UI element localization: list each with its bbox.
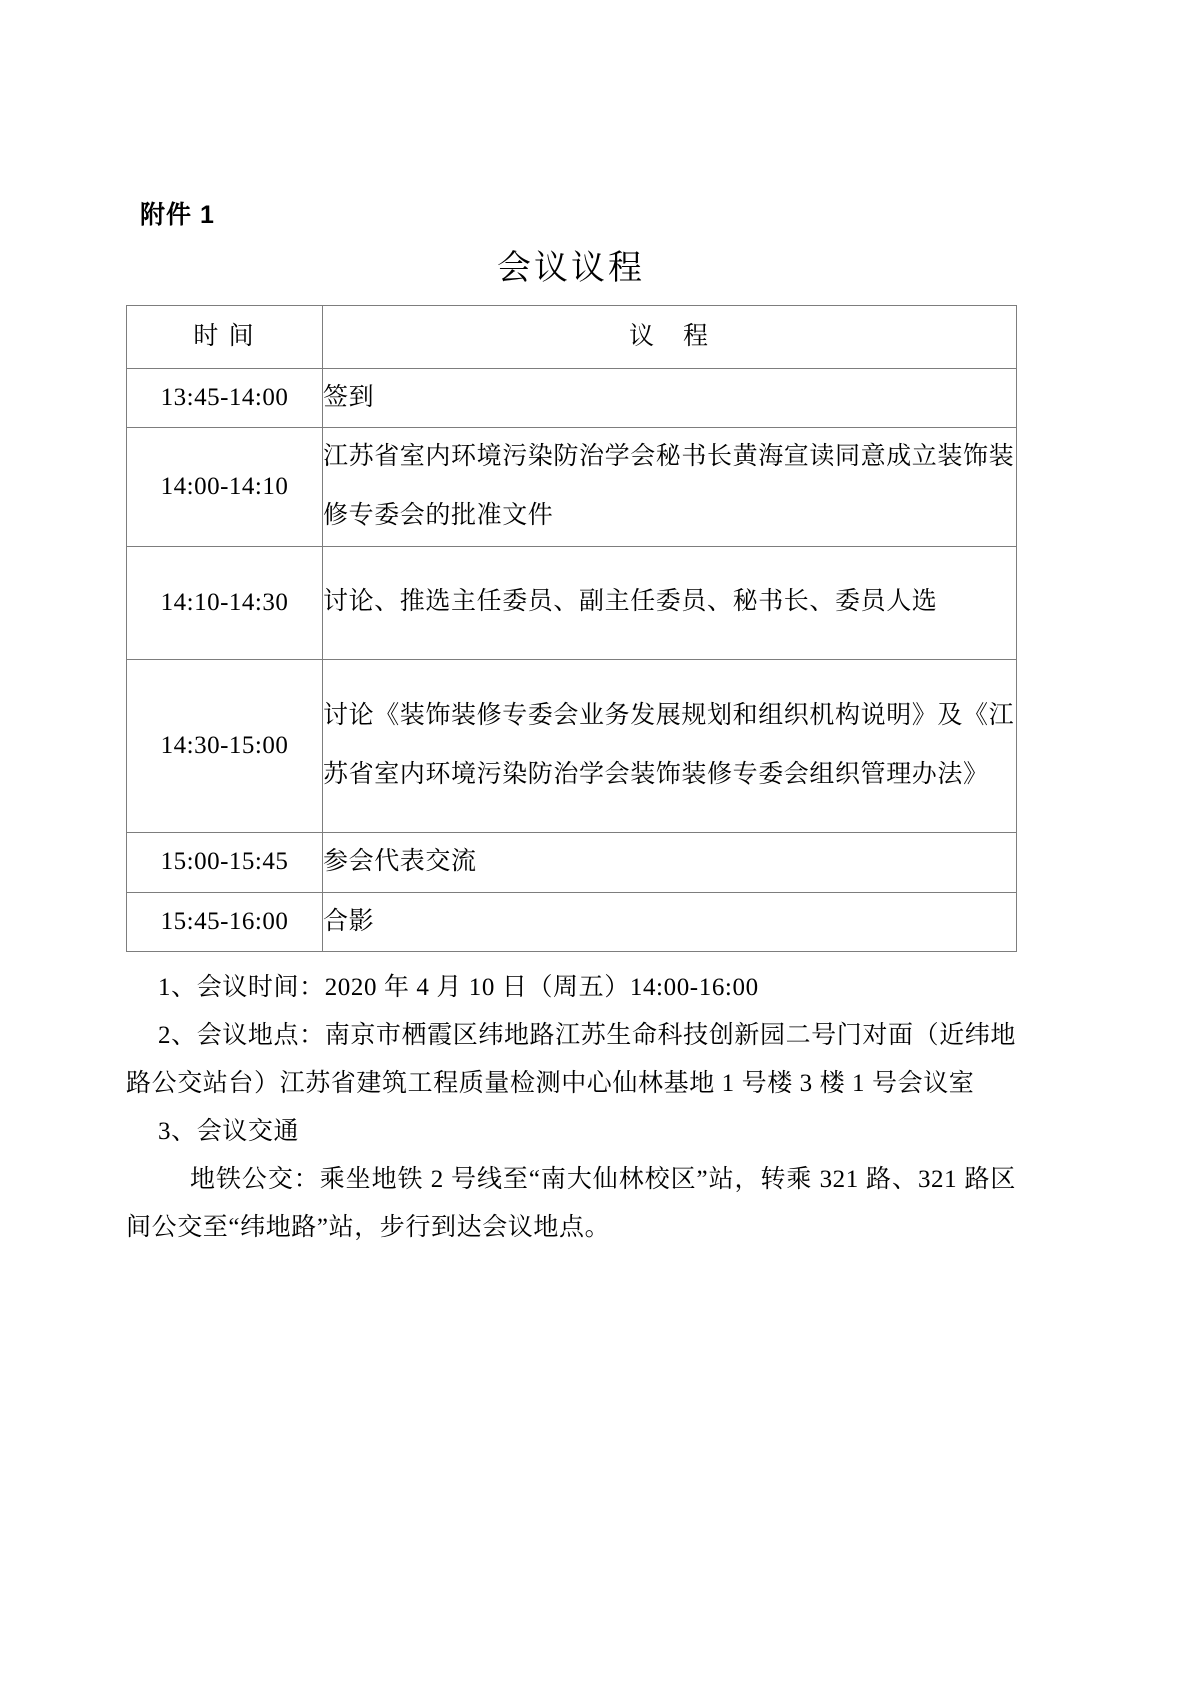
note-meeting-location: 2、会议地点：南京市栖霞区纬地路江苏生命科技创新园二号门对面（近纬地路公交站台）江苏省建筑工程质量检测中心仙林基地 1 号楼 3 楼 1 号会议室 [126,1022,1016,1098]
column-header-agenda: 议 程 [323,305,1017,368]
cell-time: 13:45-14:00 [127,368,323,428]
table-row [127,832,1017,892]
cell-agenda: 江苏省室内环境污染防治学会秘书长黄海宣读同意成立装饰装修专委会的批准文件 [323,428,1017,547]
table-row [127,546,1017,659]
table-row [127,368,1017,428]
table-row [127,428,1017,547]
note-meeting-transport-detail: 地铁公交：乘坐地铁 2 号线至“南大仙林校区”站，转乘 321 路、321 路区间公交至“纬地路”站，步行到达会议地点。 [126,1166,1016,1242]
document-content [126,200,1016,1252]
cell-time: 14:10-14:30 [127,546,323,659]
note-meeting-time: 1、会议时间：2020 年 4 月 10 日（周五）14:00-16:00 [158,974,759,1002]
cell-time: 15:45-16:00 [127,892,323,952]
cell-agenda: 讨论《装饰装修专委会业务发展规划和组织机构说明》及《江苏省室内环境污染防治学会装饰装修专委会组织管理办法》 [323,659,1017,832]
page-title: 会议议程 [497,250,645,287]
column-header-time: 时 间 [127,305,323,368]
cell-time: 14:00-14:10 [127,428,323,547]
cell-time: 14:30-15:00 [127,659,323,832]
cell-agenda: 参会代表交流 [323,832,1017,892]
table-header-row [127,305,1017,368]
attachment-label: 附件 1 [140,201,215,229]
cell-agenda: 讨论、推选主任委员、副主任委员、秘书长、委员人选 [323,546,1017,659]
cell-agenda: 合影 [323,892,1017,952]
table-row [127,892,1017,952]
table-row [127,659,1017,832]
cell-time: 15:00-15:45 [127,832,323,892]
notes-section [126,964,1016,1252]
agenda-table [126,305,1017,953]
cell-agenda: 签到 [323,368,1017,428]
note-meeting-transport-heading: 3、会议交通 [158,1118,300,1146]
